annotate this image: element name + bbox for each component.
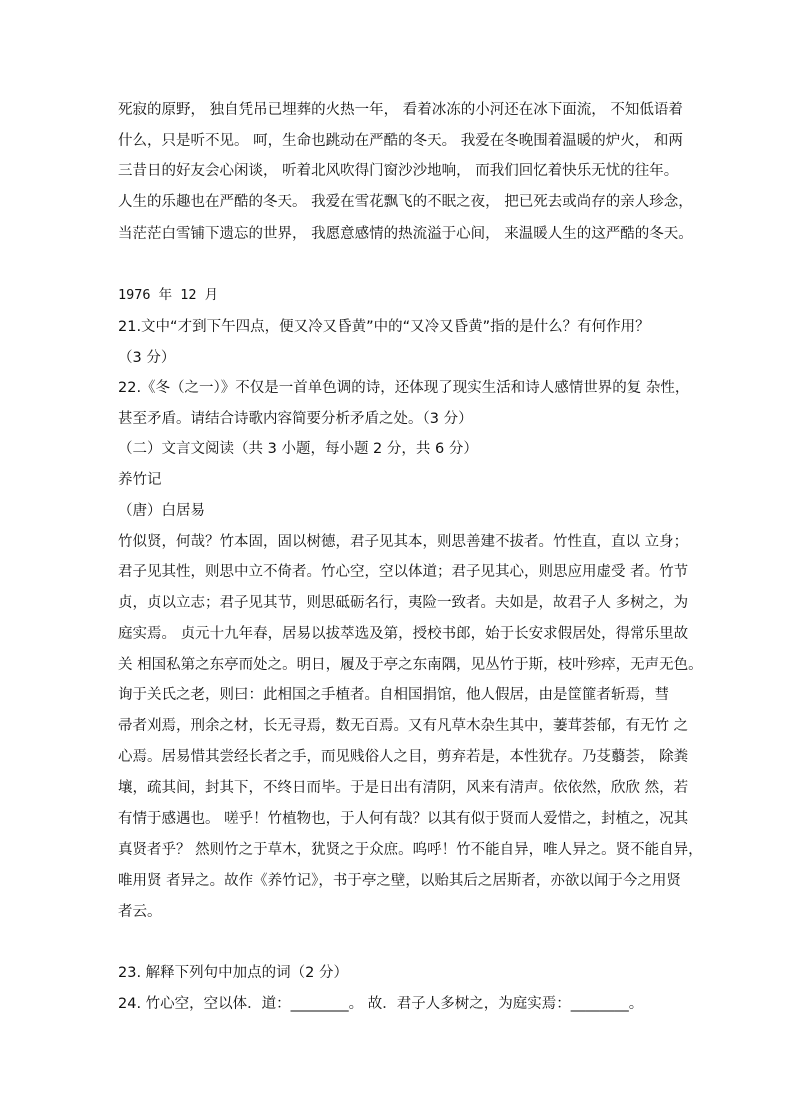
question-22-cont: 甚至矛盾。请结合诗歌内容简要分析矛盾之处。（3 分） [118, 411, 473, 427]
section-heading: （二）文言文阅读（共 3 小题，每小题 2 分，共 6 分） [118, 441, 478, 457]
passage-line: 关 相国私第之东亭而处之。明日，履及于亭之东南隅，见丛竹于斯，枝叶殄瘁，无声无色。 [118, 657, 703, 673]
passage-line: 庭实焉。 贞元十九年春，居易以拔萃选及第，授校书郎，始于长安求假居处，得常乐里故 [118, 626, 689, 642]
poem-date: 1976 年 12 月 [118, 287, 219, 303]
question-23: 23. 解释下列句中加点的词（2 分） [118, 965, 349, 981]
passage-line: 唯用贤 者异之。故作《养竹记》，书于亭之壁，以贻其后之居斯者，亦欲以闻于今之用贤 [118, 873, 681, 889]
passage-line: 询于关氏之老，则曰：此相国之手植者。自相国捐馆，他人假居，由是筐篚者斩焉，彗 [118, 687, 669, 703]
poem-line: 当茫茫白雪铺下遗忘的世界， 我愿意感情的热流溢于心间， 来温暖人生的这严酷的冬天。 [118, 226, 693, 242]
passage-line: 真贤者乎？ 然则竹之于草木，犹贤之于众庶。呜呼！竹不能自异，唯人异之。贤不能自异， [118, 842, 703, 858]
passage-author: （唐）白居易 [118, 503, 205, 519]
passage-line: 壤，疏其间，封其下，不终日而毕。于是日出有清阴，风来有清声。依依然，欣欣 然，若 [118, 780, 689, 796]
poem-line: 三昔日的好友会心闲谈， 听着北风吹得门窗沙沙地响， 而我们回忆着快乐无忧的往年。 [118, 163, 679, 179]
passage-line: 者云。 [118, 904, 162, 920]
poem-line: 什么，只是听不见。 呵，生命也跳动在严酷的冬天。 我爱在冬晚围着温暖的炉火， 和两 [118, 133, 683, 149]
passage-line: 有情于感遇也。 嗟乎！竹植物也，于人何有哉？以其有似于贤而人爱惜之，封植之，况其 [118, 811, 689, 827]
question-21-score: （3 分） [118, 350, 176, 366]
passage-line: 心焉。居易惜其尝经长者之手，而见贱俗人之目，剪弃若是，本性犹存。乃芟蘙荟， 除粪 [118, 749, 689, 765]
poem-line: 死寂的原野， 独自凭吊已埋葬的火热一年， 看着冰冻的小河还在冰下面流， 不知低语着 [118, 102, 683, 118]
passage-line: 贞，贞以立志；君子见其节，则思砥砺名行，夷险一致者。夫如是，故君子人 多树之，为 [118, 595, 689, 611]
passage-line: 竹似贤，何哉？竹本固，固以树德，君子见其本，则思善建不拔者。竹性直，直以 立身； [118, 534, 689, 550]
question-22: 22.《冬（之一）》不仅是一首单色调的诗，还体现了现实生活和诗人感情世界的复 杂性， [118, 380, 690, 396]
question-24: 24. 竹心空，空以体．道：________。 故．君子人多树之，为庭实焉：________。 [118, 996, 644, 1012]
poem-line: 人生的乐趣也在严酷的冬天。 我爱在雪花飘飞的不眠之夜， 把已死去或尚存的亲人珍念， [118, 194, 693, 210]
passage-line: 君子见其性，则思中立不倚者。竹心空，空以体道；君子见其心，则思应用虚受 者。竹节 [118, 564, 689, 580]
question-21: 21.文中“才到下午四点，便又冷又昏黄”中的“又冷又昏黄”指的是什么？有何作用？ [118, 319, 650, 335]
passage-line: 帚者刈焉，刑余之材，长无寻焉，数无百焉。又有凡草木杂生其中，萋茸荟郁，有无竹 之 [118, 718, 689, 734]
passage-title: 养竹记 [118, 472, 162, 488]
